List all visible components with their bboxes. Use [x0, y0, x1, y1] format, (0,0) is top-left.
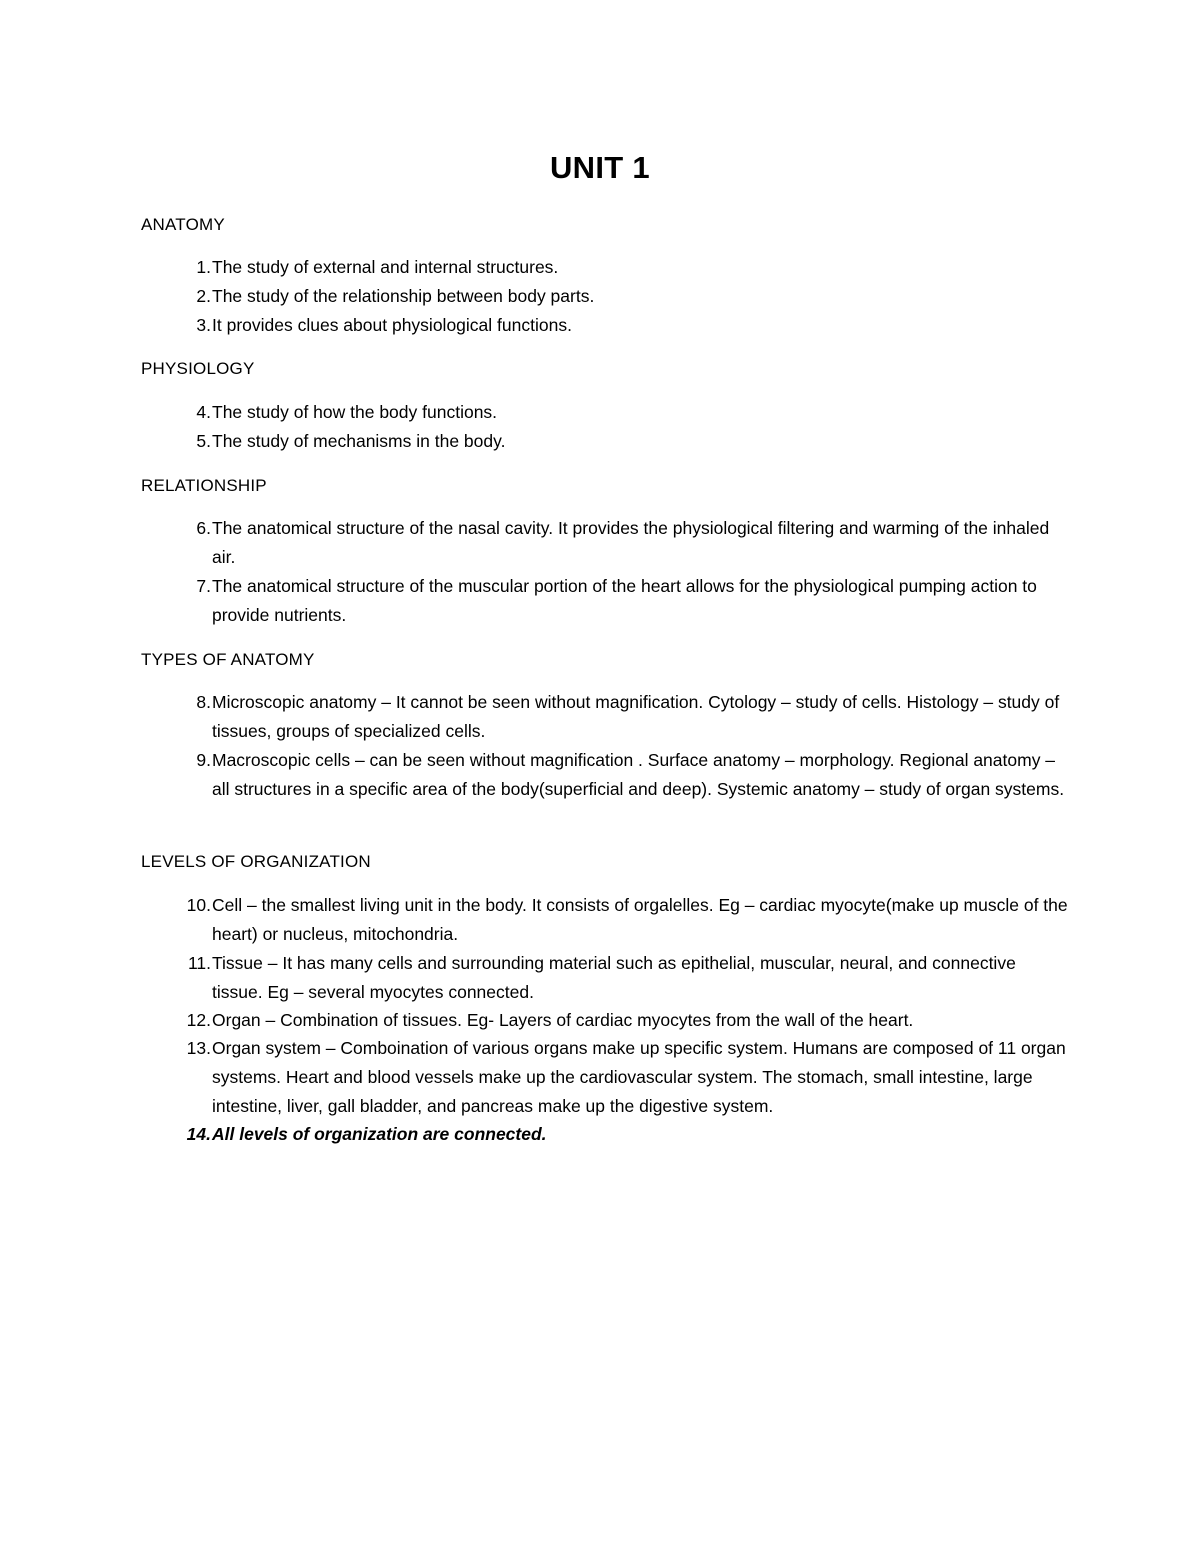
list-item-text: The anatomical structure of the nasal cavity. It provides the physiological filtering and warming of the inhaled air.: [212, 518, 1050, 567]
list-item-text: The study of external and internal structures.: [212, 257, 559, 277]
list-item-text: The study of mechanisms in the body.: [212, 431, 506, 451]
page-title: UNIT 1: [550, 150, 650, 185]
section-heading-physiology: PHYSIOLOGY: [141, 359, 255, 378]
list-item-text: Tissue – It has many cells and surrounding material such as epithelial, muscular, neural, and connective tissue. Eg – several myocytes connected.: [212, 953, 1016, 1002]
section-heading-relationship: RELATIONSHIP: [141, 476, 267, 495]
list-item-text: Microscopic anatomy – It cannot be seen without magnification. Cytology – study of cells. Histology – study of tissues, groups of specialized cells.: [212, 692, 1060, 741]
list-item-text: The study of the relationship between body parts.: [212, 286, 595, 306]
section-heading-anatomy: ANATOMY: [141, 215, 225, 234]
list-item-number: 7.: [196, 576, 211, 596]
list-item: [141, 949, 1071, 1007]
list-item-number: 2.: [196, 286, 211, 306]
list-item-number: 10.: [186, 895, 211, 915]
list-item: [141, 514, 1071, 572]
list-item-number: 11.: [187, 953, 211, 973]
list-item-number: 1.: [196, 257, 211, 277]
list-item-emphasized: [141, 1120, 1071, 1149]
list-item: [141, 398, 1071, 427]
list-item-number: 5.: [196, 431, 211, 451]
list-item: [141, 572, 1071, 630]
section-heading-levels-of-organization: LEVELS OF ORGANIZATION: [141, 852, 371, 871]
list-item-text: All levels of organization are connected.: [212, 1124, 547, 1144]
list-item-number: 4.: [196, 402, 211, 422]
list-item: [141, 746, 1071, 804]
list-item-text: Cell – the smallest living unit in the body. It consists of orgalelles. Eg – cardiac myocyte(make up muscle of the heart) or nucleus, mitochondria.: [212, 895, 1068, 944]
list-item-text: It provides clues about physiological functions.: [212, 315, 572, 335]
list-item-number: 3.: [196, 315, 211, 335]
list-item-text: The study of how the body functions.: [212, 402, 498, 422]
list-item-number: 8.: [196, 692, 211, 712]
list-item: [141, 891, 1071, 949]
list-item: [141, 282, 1071, 311]
list-item-number: 6.: [196, 518, 211, 538]
list-item-number: 9.: [196, 750, 211, 770]
list-item: [141, 427, 1071, 456]
list-item-text: Macroscopic cells – can be seen without magnification . Surface anatomy – morphology. Regional anatomy – all structures in a specific area of the body(superficial and deep). Systemic anatomy – study of organ systems.: [212, 750, 1065, 799]
section-heading-types-of-anatomy: TYPES OF ANATOMY: [141, 650, 315, 669]
list-item-text: The anatomical structure of the muscular portion of the heart allows for the physiological pumping action to provide nutrients.: [212, 576, 1037, 625]
list-item-text: Organ – Combination of tissues. Eg- Layers of cardiac myocytes from the wall of the heart.: [212, 1010, 914, 1030]
list-item-number: 13.: [186, 1038, 211, 1058]
list-item: [141, 311, 1071, 340]
list-item-number: 12.: [186, 1010, 211, 1030]
list-item: [141, 688, 1071, 746]
list-item: [141, 1034, 1071, 1121]
list-item-number: 14.: [186, 1124, 211, 1144]
list-item-text: Organ system – Comboination of various organs make up specific system. Humans are composed of 11 organ systems. Heart and blood vessels make up the cardiovascular system. The stomach, small intestine, large intestine, liver, gall bladder, and pancreas make up the digestive system.: [212, 1038, 1066, 1116]
list-item: [141, 253, 1071, 282]
list-item: [141, 1006, 1071, 1035]
